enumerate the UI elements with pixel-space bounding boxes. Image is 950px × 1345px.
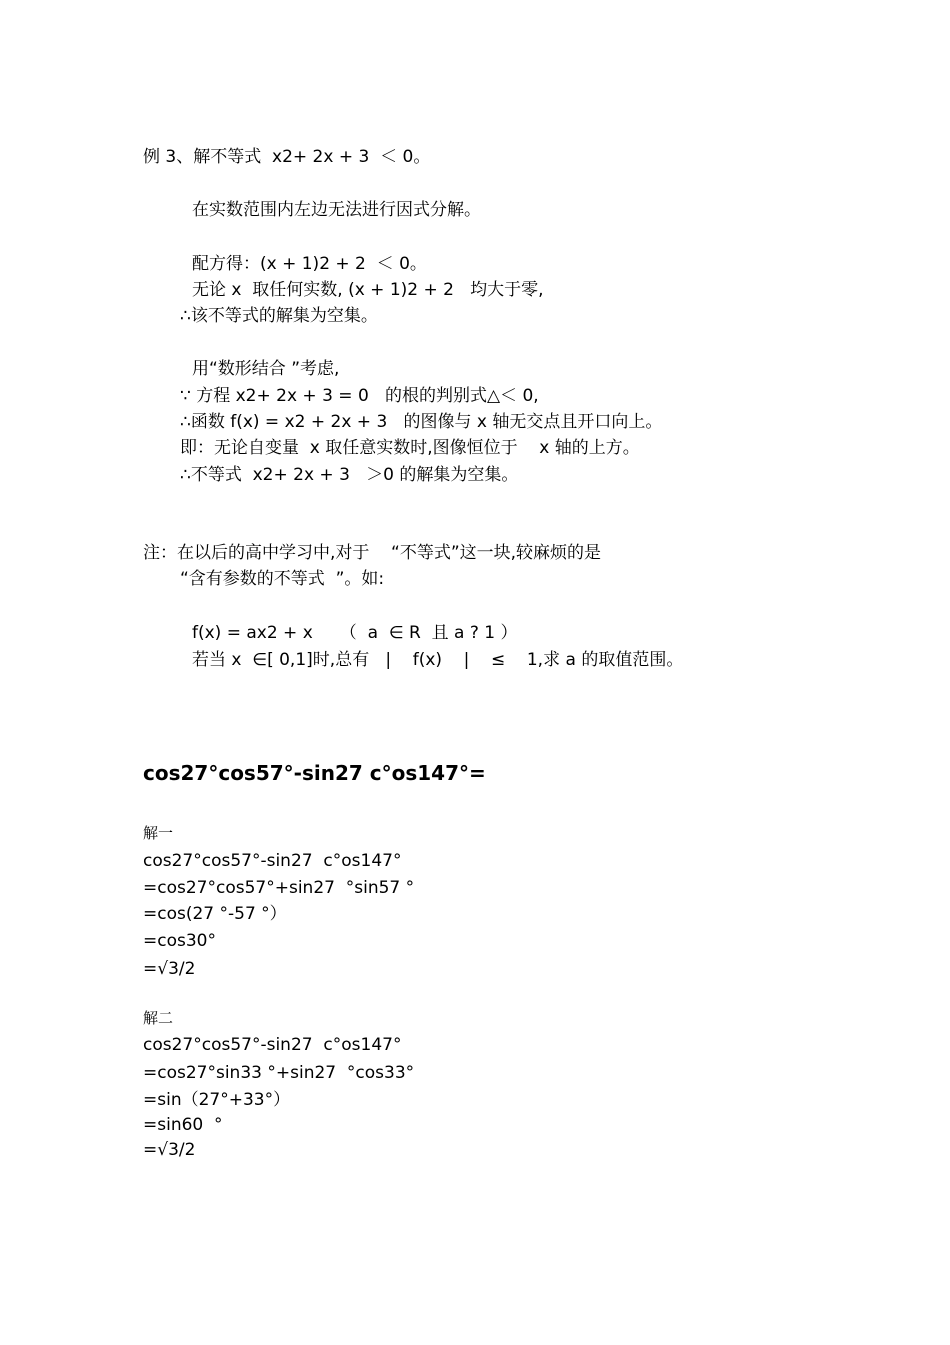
- note-line-2: “含有参数的不等式 ”。如:: [180, 569, 385, 589]
- solution-2-step: cos27°cos57°-sin27 c°os147°: [143, 1035, 402, 1055]
- function-graph-line: ∴函数 f(x) = x2 + 2x + 3 的图像与 x 轴无交点且开口向上。: [180, 412, 663, 432]
- solution-2-step: =cos27°sin33 °+sin27 °cos33°: [143, 1063, 415, 1083]
- graph-method-line: 用“数形结合 ”考虑,: [192, 359, 340, 379]
- note-function-line: f(x) = ax2 + x （ a ∈ R 且 a ? 1 ）: [192, 623, 518, 643]
- any-x-line: 无论 x 取任何实数, (x + 1)2 + 2 均大于零,: [192, 280, 544, 300]
- solution-2-step: =sin（27°+33°）: [143, 1090, 291, 1110]
- solution-2-step: =sin60 °: [143, 1115, 223, 1135]
- trig-heading: cos27°cos57°-sin27 c°os147°=: [143, 761, 486, 785]
- solution-1-label: 解一: [143, 824, 174, 842]
- above-axis-line: 即：无论自变量 x 取任意实数时,图像恒位于 x 轴的上方。: [180, 438, 640, 458]
- conclusion-line: ∴不等式 x2+ 2x + 3 ＞0 的解集为空集。: [180, 465, 519, 485]
- solution-1-step: =√3/2: [143, 959, 196, 979]
- solution-1-step: =cos27°cos57°+sin27 °sin57 °: [143, 878, 415, 898]
- solution-2-step: =√3/2: [143, 1140, 196, 1160]
- factor-note-line: 在实数范围内左边无法进行因式分解。: [192, 200, 481, 220]
- solution-1-step: cos27°cos57°-sin27 c°os147°: [143, 851, 402, 871]
- solution-2-label: 解二: [143, 1009, 174, 1027]
- complete-square-line: 配方得：(x + 1)2 + 2 ＜ 0。: [192, 254, 427, 274]
- discriminant-line: ∵ 方程 x2+ 2x + 3 = 0 的根的判别式△＜ 0,: [180, 386, 539, 406]
- solution-1-step: =cos30°: [143, 931, 216, 951]
- example-title: 例 3、解不等式 x2+ 2x + 3 ＜ 0。: [143, 147, 431, 167]
- solution-1-step: =cos(27 °-57 °）: [143, 904, 287, 924]
- note-condition-line: 若当 x ∈[ 0,1]时,总有 | f(x) | ≤ 1,求 a 的取值范围。: [192, 650, 684, 670]
- empty-set-line: ∴该不等式的解集为空集。: [180, 306, 378, 326]
- note-line-1: 注：在以后的高中学习中,对于 “不等式”这一块,较麻烦的是: [143, 543, 602, 563]
